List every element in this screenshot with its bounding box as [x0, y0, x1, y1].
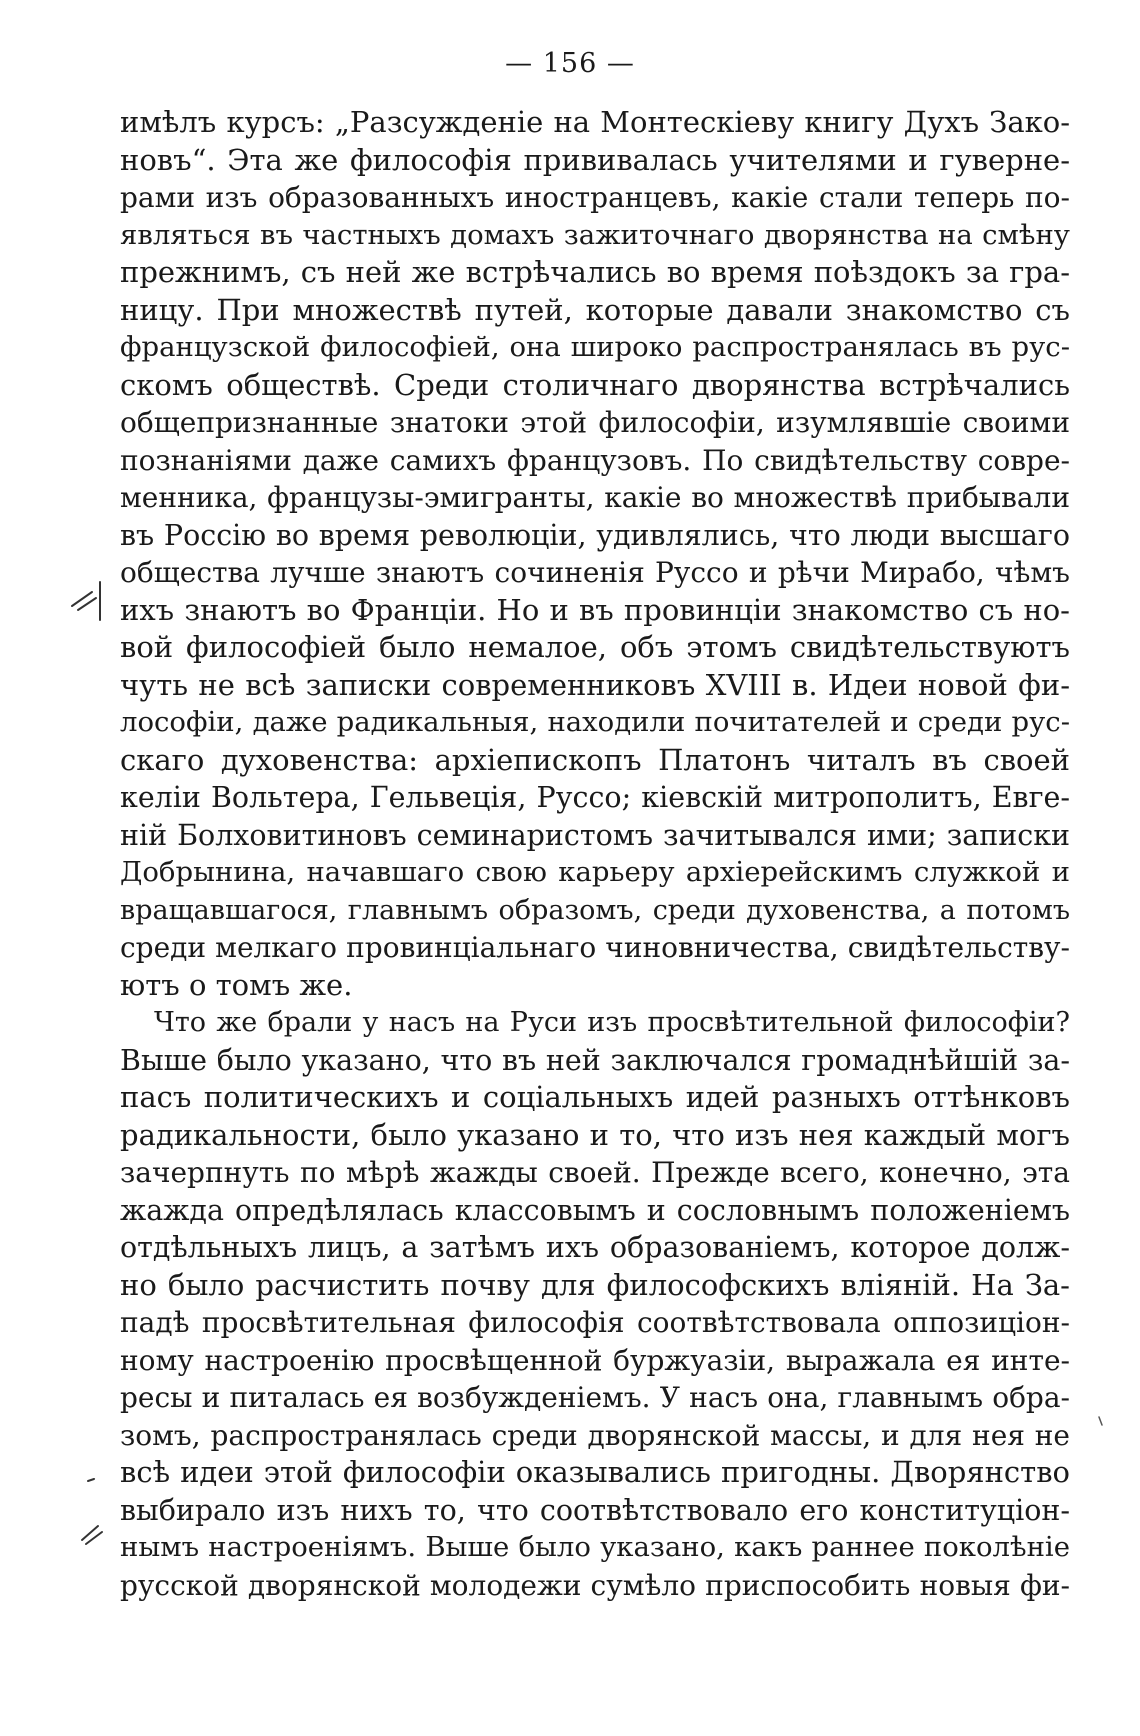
text-line: жажда опредѣлялась классовымъ и сословнымъ положеніемъ [120, 1193, 1070, 1227]
text-line: познаніями даже самихъ французовъ. По свидѣтельству совре- [120, 443, 1070, 477]
text-line: имѣлъ курсъ: „Разсужденіе на Монтескіеву книгу Духъ Зако- [120, 105, 1070, 139]
text-line: пасъ политическихъ и соціальныхъ идей разныхъ оттѣнковъ [120, 1080, 1070, 1114]
text-line: Добрынина, начавшаго свою карьеру архіерейскимъ служкой и [120, 856, 1070, 888]
text-line: зачерпнуть по мѣрѣ жажды своей. Прежде всего, конечно, эта [120, 1156, 1070, 1189]
text-line: ній Болховитиновъ семинаристомъ зачитывался ими; записки [120, 818, 1070, 852]
pencil-margin-mark-icon [78, 1518, 118, 1548]
text-line: но было расчистить почву для философскихъ вліяній. На За- [120, 1267, 1070, 1302]
text-line: выбирало изъ нихъ то, что соотвѣтствовало его конституціон- [120, 1493, 1070, 1527]
body-text [120, 104, 1070, 1604]
text-line: падѣ просвѣтительная философія соотвѣтствовала оппозиціон- [120, 1306, 1070, 1339]
text-line: ютъ о томъ же. [120, 967, 353, 1002]
text-line: общества лучше знаютъ сочиненія Руссо и рѣчи Мирабо, чѣмъ [120, 556, 1070, 589]
text-line: менника, французы-эмигранты, какіе во множествѣ прибывали [120, 481, 1070, 514]
pencil-tick-mark-icon [1097, 1415, 1105, 1427]
text-line: прежнимъ, съ ней же встрѣчались во время поѣздокъ за гра- [120, 255, 1070, 289]
text-line: русской дворянской молодежи сумѣло приспособить новыя фи- [120, 1568, 1070, 1602]
text-line: французской философіей, она широко распространялась въ рус- [120, 331, 1070, 363]
text-line: чуть не всѣ записки современниковъ XVIII в. Идеи новой фи- [120, 667, 1070, 702]
text-line: общепризнанные знатоки этой философіи, изумлявшіе своими [120, 406, 1070, 439]
text-line: въ Россію во время революціи, удивлялись, что люди высшаго [120, 518, 1070, 552]
text-line: радикальности, было указано и то, что изъ нея каждый могъ [120, 1117, 1070, 1152]
text-line: келіи Вольтера, Гельвеція, Руссо; кіевскій митрополитъ, Евге- [120, 781, 1070, 814]
text-line: отдѣльныхъ лицъ, а затѣмъ ихъ образованіемъ, которое долж- [120, 1231, 1070, 1264]
text-line: вой философіей было немалое, объ этомъ свидѣтельствуютъ [120, 630, 1070, 664]
pencil-margin-mark-icon [66, 576, 106, 624]
text-line: ресы и питалась ея возбужденіемъ. У насъ она, главнымъ обра- [120, 1381, 1070, 1414]
text-line: ному настроенію просвѣщенной буржуазіи, выражала ея инте- [120, 1343, 1070, 1377]
text-line: Выше было указано, что въ ней заключался громаднѣйшій за- [120, 1043, 1070, 1077]
text-line: рами изъ образованныхъ иностранцевъ, какіе стали теперь по- [120, 181, 1070, 214]
text-line: лософіи, даже радикальныя, находили почитателей и среди рус- [120, 706, 1070, 738]
text-line: Что же брали у насъ на Руси изъ просвѣтительной философіи? [154, 1007, 1070, 1038]
text-line: являться въ частныхъ домахъ зажиточнаго дворянства на смѣну [120, 218, 1070, 251]
text-line: скомъ обществѣ. Среди столичнаго дворянства встрѣчались [120, 367, 1070, 402]
pencil-dot-mark-icon [86, 1476, 96, 1486]
text-line: зомъ, распространялась среди дворянской массы, и для нея не [120, 1418, 1070, 1452]
text-line: новъ“. Эта же философія прививалась учителями и гуверне- [120, 142, 1070, 177]
text-line: скаго духовенства: архіепископъ Платонъ читалъ въ своей [120, 742, 1070, 777]
text-line: среди мелкаго провинціальнаго чиновничества, свидѣтельству- [120, 931, 1070, 964]
text-line: всѣ идеи этой философіи оказывались пригодны. Дворянство [120, 1455, 1070, 1489]
text-line: нымъ настроеніямъ. Выше было указано, какъ раннее поколѣніе [120, 1531, 1070, 1563]
page-number: — 156 — [505, 48, 635, 79]
text-line: ихъ знаютъ во Франціи. Но и въ провинціи знакомство съ но- [120, 592, 1070, 627]
text-line: ницу. При множествѣ путей, которые давали знакомство съ [120, 292, 1070, 327]
text-line: вращавшагося, главнымъ образомъ, среди духовенства, а потомъ [120, 894, 1070, 926]
